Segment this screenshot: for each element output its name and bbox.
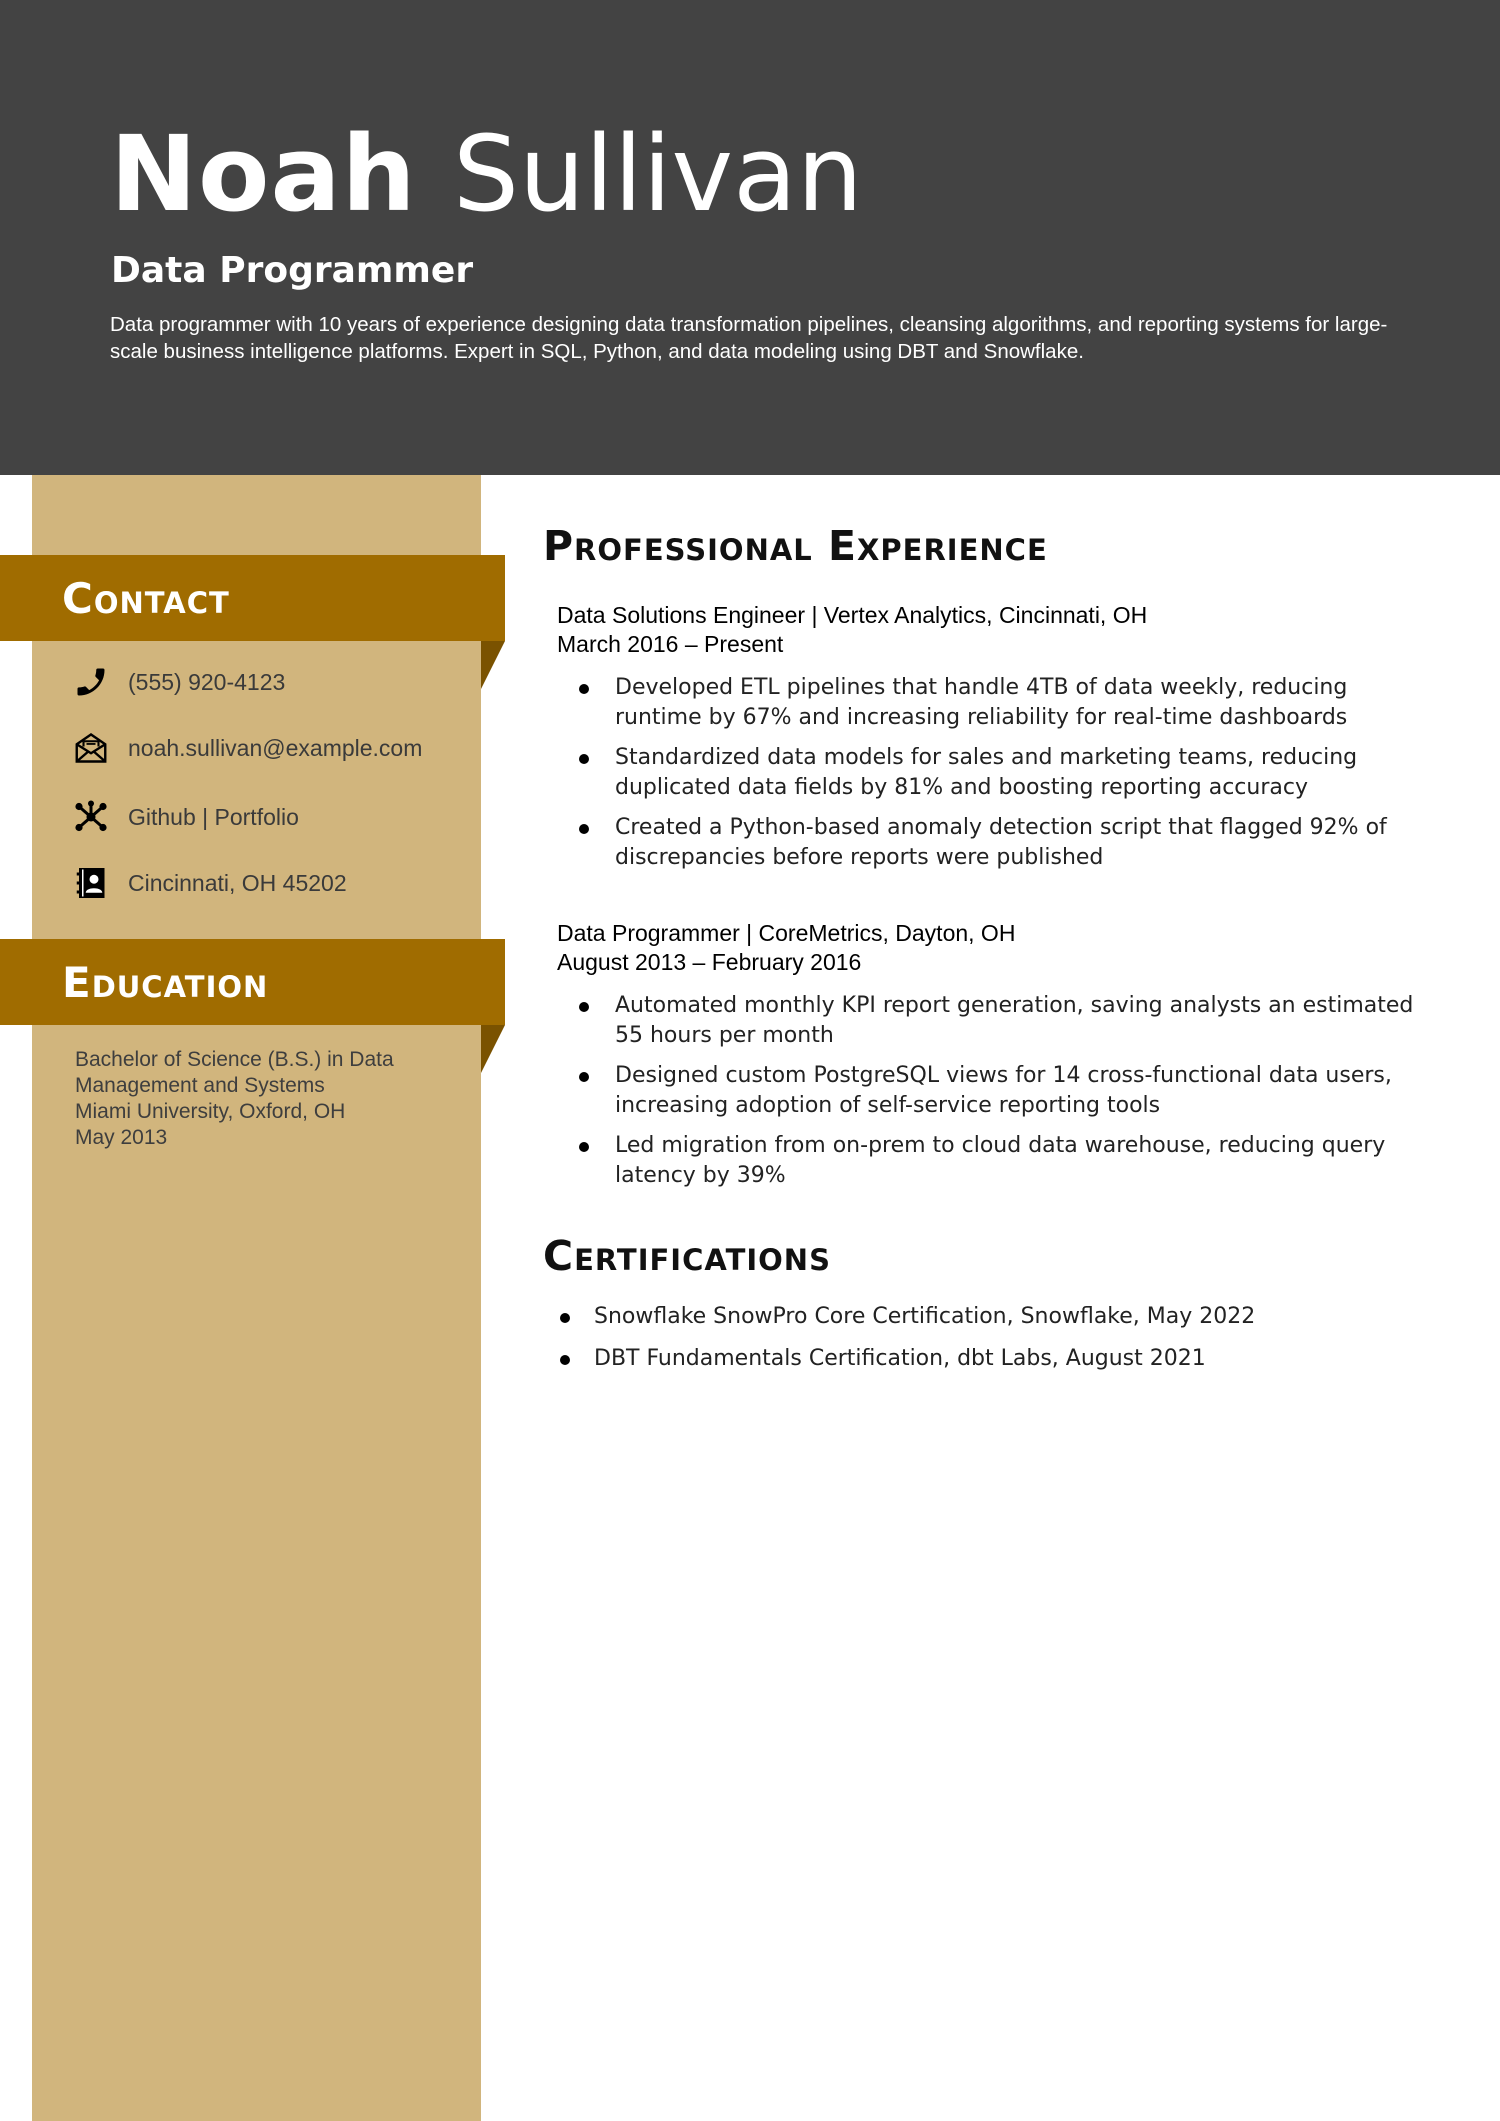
bullet-item — [557, 813, 1437, 873]
job-dates: March 2016 – Present — [557, 631, 784, 657]
bullet-item — [557, 991, 1437, 1051]
certification-text: DBT Fundamentals Certification, dbt Labs, August 2021 — [594, 1346, 1206, 1371]
bullet-dot — [560, 1355, 570, 1365]
contact-banner — [0, 555, 505, 641]
bullet-item — [557, 743, 1437, 803]
contact-phone — [72, 662, 285, 702]
bullet-text: Led migration from on-prem to cloud data warehouse, reducing query latency by 39% — [615, 1133, 1386, 1188]
education-banner-fold — [481, 1025, 505, 1073]
job-role: Data Programmer | CoreMetrics, Dayton, OH — [557, 920, 1016, 946]
bullet-text: Standardized data models for sales and marketing teams, reducing duplicated data fields by 81% and boosting reporting accuracy — [615, 745, 1358, 800]
bullet-dot — [579, 1002, 589, 1012]
phone-number[interactable]: (555) 920-4123 — [128, 668, 286, 695]
address: Cincinnati, OH 45202 — [128, 869, 347, 896]
bullet-item — [557, 1061, 1437, 1121]
summary: Data programmer with 10 years of experience designing data transformation pipelines, cleansing algorithms, and reporting systems for large-scale business intelligence platforms. Expert in SQL, Python, and data modeling using DBT and Snowflake. — [110, 313, 1388, 363]
certification-text: Snowflake SnowPro Core Certification, Snowflake, May 2022 — [594, 1304, 1256, 1329]
last-name: Sullivan — [452, 113, 863, 235]
bullet-dot — [579, 1072, 589, 1082]
education-heading: Education — [62, 958, 269, 1007]
envelope-icon — [72, 729, 110, 767]
header — [0, 0, 1500, 475]
bullet-dot — [579, 684, 589, 694]
job-entry-1 — [557, 601, 1457, 883]
job-entry-2 — [557, 919, 1457, 1201]
contact-banner-fold — [481, 641, 505, 689]
job-title: Data Programmer — [111, 250, 474, 291]
bullet-text: Developed ETL pipelines that handle 4TB of data weekly, reducing runtime by 67% and increasing reliability for real-time dashboards — [615, 675, 1348, 730]
contact-email — [72, 728, 422, 768]
job-bullets — [557, 673, 1457, 873]
certifications-list — [540, 1302, 1440, 1386]
bullet-dot — [579, 754, 589, 764]
contact-links — [72, 797, 299, 837]
network-icon — [72, 798, 110, 836]
school: Miami University, Oxford, OH — [75, 1100, 346, 1123]
bullet-text: Automated monthly KPI report generation, saving analysts an estimated 55 hours per month — [615, 993, 1414, 1048]
degree-line-1: Bachelor of Science (B.S.) in Data — [75, 1048, 394, 1071]
education-entry — [75, 1047, 455, 1151]
education-banner — [0, 939, 505, 1025]
certification-item — [540, 1302, 1440, 1332]
email-address[interactable]: noah.sullivan@example.com — [128, 734, 423, 761]
phone-icon — [72, 663, 110, 701]
bullet-item — [557, 1131, 1437, 1191]
contact-address — [72, 863, 347, 903]
job-dates: August 2013 – February 2016 — [557, 949, 862, 975]
bullet-text: Created a Python-based anomaly detection script that flagged 92% of discrepancies before reports were published — [615, 815, 1387, 870]
contact-heading: Contact — [62, 574, 230, 623]
certification-item — [540, 1344, 1440, 1374]
certifications-heading: Certifications — [543, 1232, 831, 1280]
contact-card-icon — [72, 864, 110, 902]
first-name: Noah — [110, 113, 417, 235]
bullet-dot — [579, 824, 589, 834]
sidebar — [32, 475, 481, 2121]
experience-heading: Professional Experience — [543, 522, 1048, 570]
degree-line-2: Management and Systems — [75, 1074, 325, 1097]
bullet-dot — [560, 1313, 570, 1323]
job-bullets — [557, 991, 1457, 1191]
candidate-name — [110, 112, 863, 236]
bullet-dot — [579, 1142, 589, 1152]
bullet-text: Designed custom PostgreSQL views for 14 cross-functional data users, increasing adoption of self-service reporting tools — [615, 1063, 1392, 1118]
bullet-item — [557, 673, 1437, 733]
job-role: Data Solutions Engineer | Vertex Analytics, Cincinnati, OH — [557, 602, 1148, 628]
profile-links[interactable]: Github | Portfolio — [128, 803, 299, 830]
graduation-date: May 2013 — [75, 1126, 168, 1149]
